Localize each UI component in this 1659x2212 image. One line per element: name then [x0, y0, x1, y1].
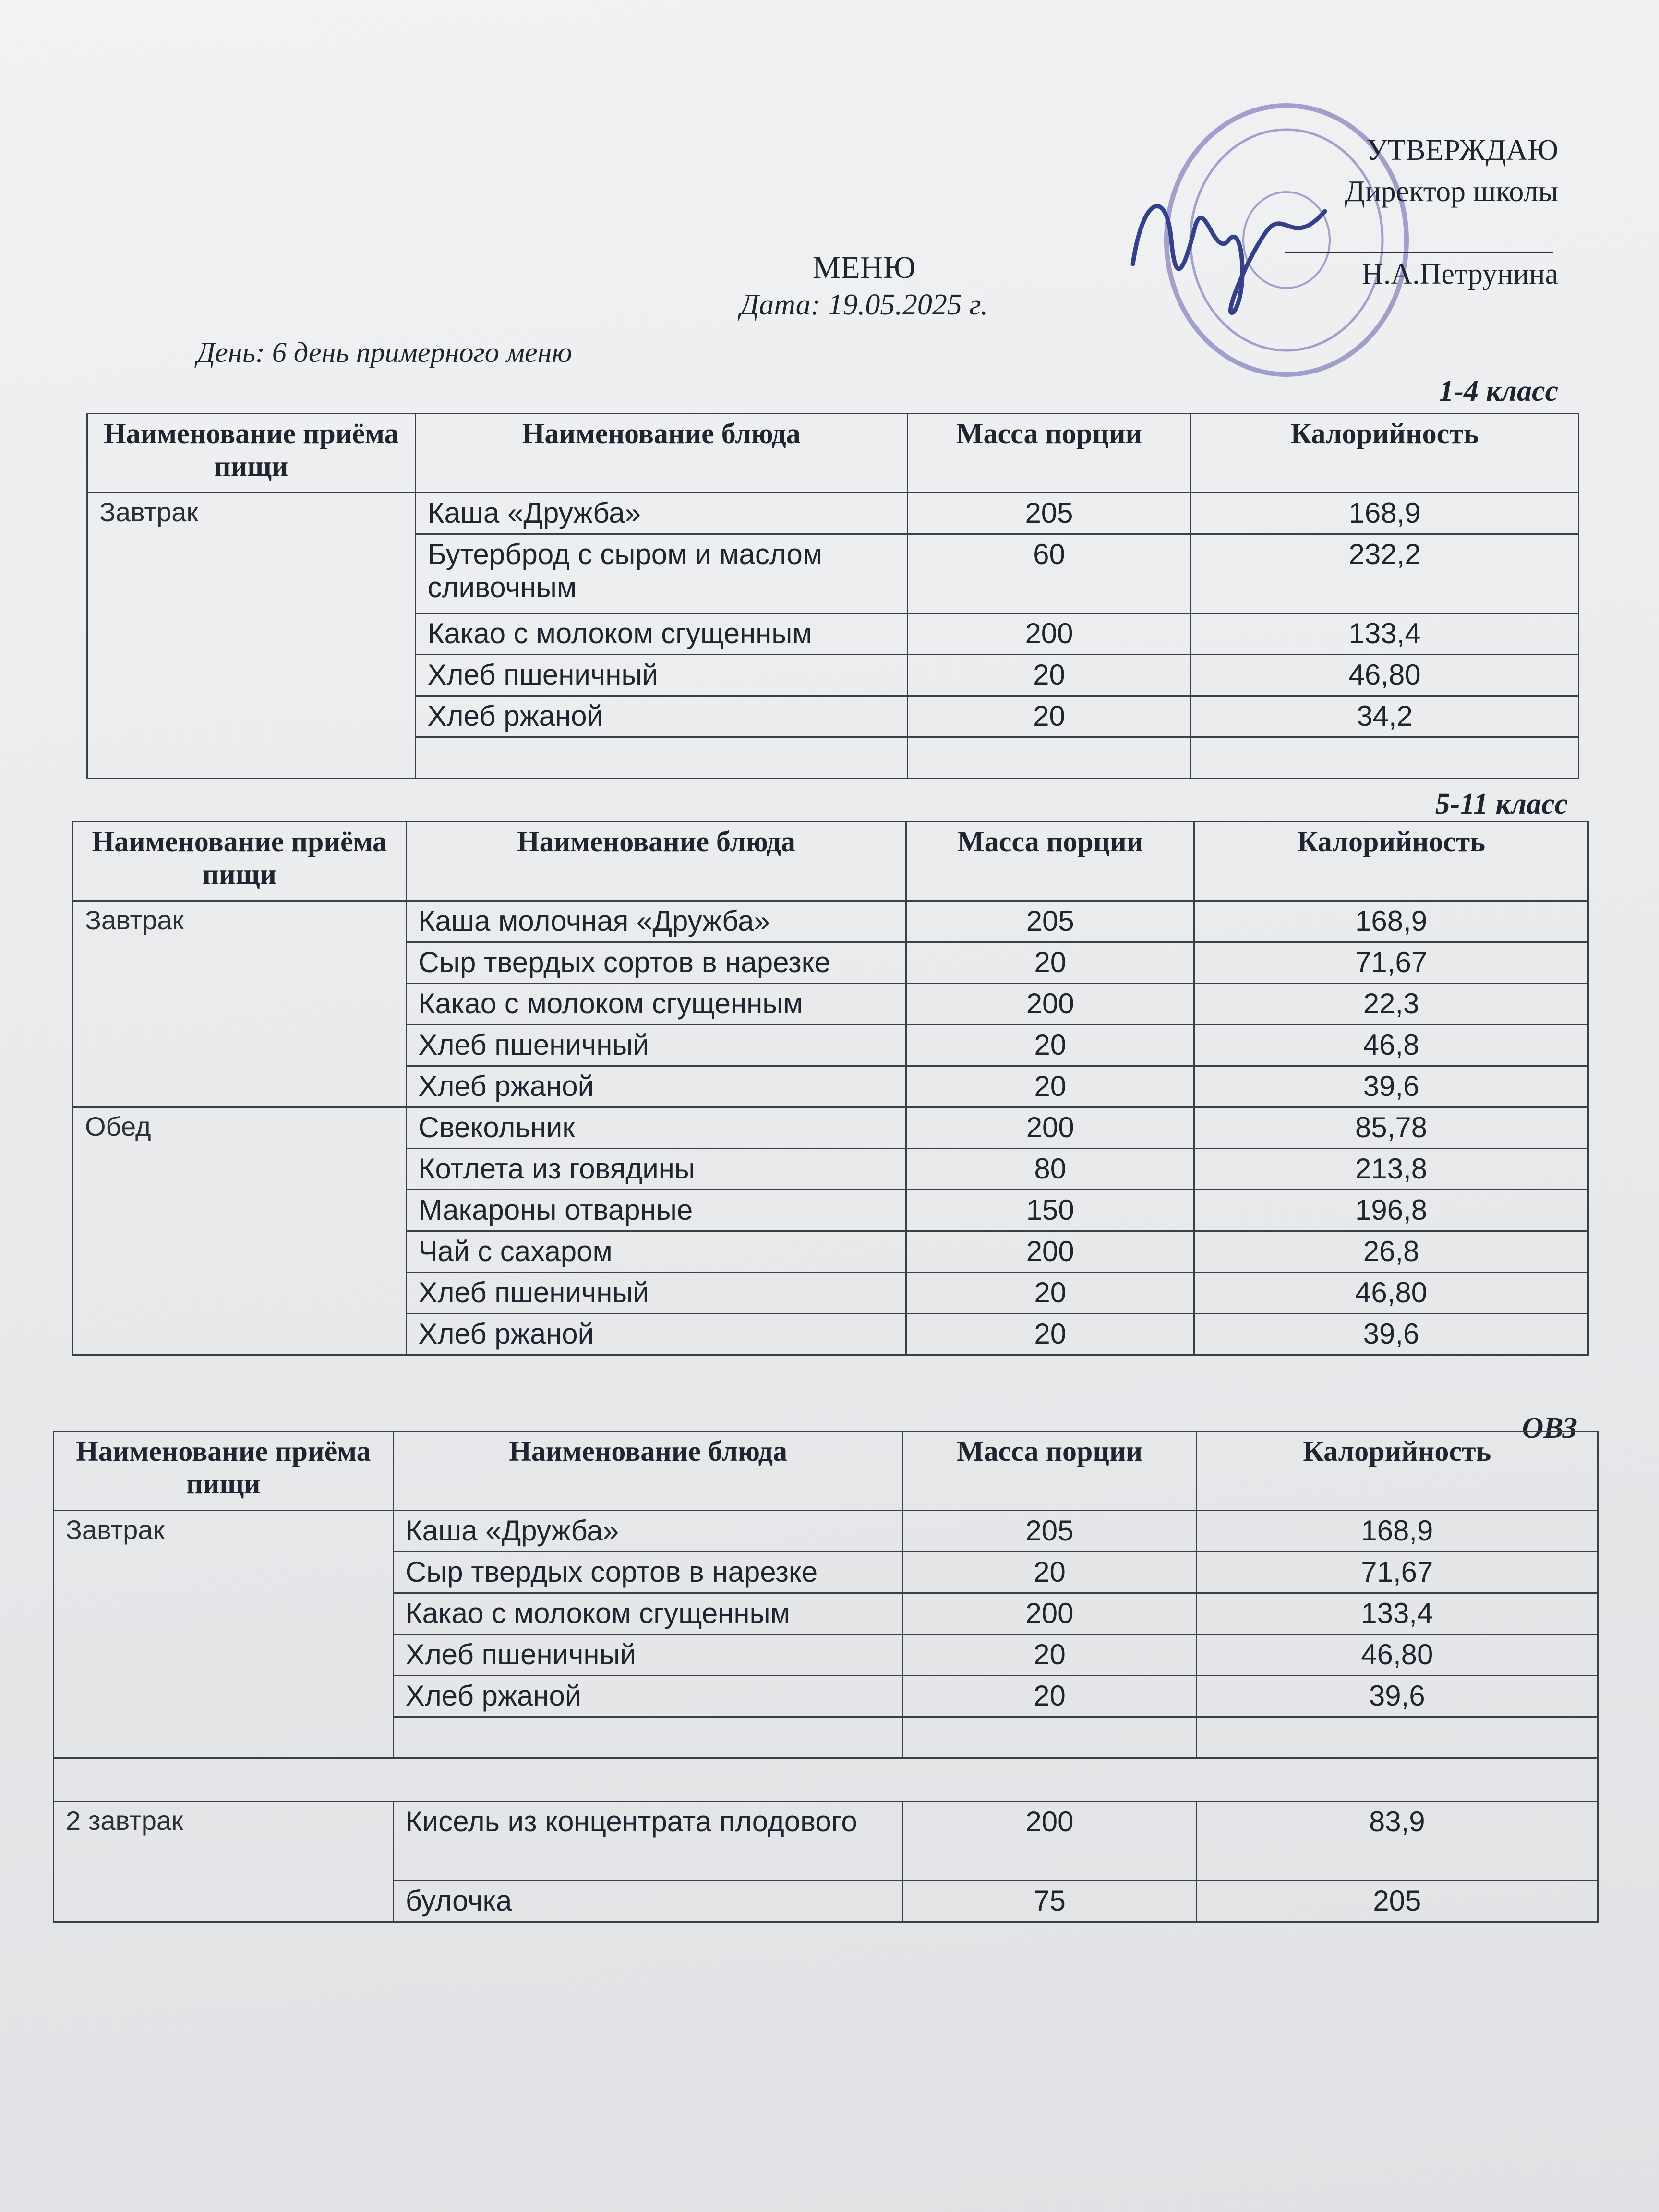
dish-name-cell — [393, 1717, 903, 1758]
portion-mass-cell: 20 — [906, 1025, 1194, 1066]
portion-mass-cell — [903, 1717, 1196, 1758]
header-dish: Наименование блюда — [393, 1431, 903, 1511]
meal-name-cell: 2 завтрак — [54, 1802, 394, 1922]
approval-block — [1126, 130, 1558, 295]
menu-day: День: 6 день примерного меню — [197, 337, 572, 368]
table-row — [73, 1107, 1588, 1149]
portion-mass-cell: 60 — [907, 534, 1190, 613]
dish-name-cell: булочка — [393, 1881, 903, 1922]
dish-name-cell: Каша молочная «Дружба» — [406, 901, 906, 942]
portion-mass-cell: 200 — [903, 1802, 1196, 1881]
dish-name-cell: Чай с сахаром — [406, 1231, 906, 1273]
header-meal: Наименование приёма пищи — [87, 414, 416, 493]
calorie-cell: 133,4 — [1196, 1593, 1598, 1635]
dish-name-cell: Какао с молоком сгущенным — [406, 984, 906, 1025]
dish-name-cell: Хлеб пшеничный — [406, 1273, 906, 1314]
table-row — [54, 1511, 1598, 1552]
meal-name-cell: Завтрак — [87, 493, 416, 779]
portion-mass-cell: 205 — [907, 493, 1190, 534]
header-mass: Масса порции — [903, 1431, 1196, 1511]
portion-mass-cell: 20 — [906, 942, 1194, 984]
dish-name-cell: Свекольник — [406, 1107, 906, 1149]
portion-mass-cell: 20 — [907, 696, 1190, 737]
header-dish: Наименование блюда — [415, 414, 907, 493]
meal-name-cell: Завтрак — [54, 1511, 394, 1758]
table-header-row — [87, 414, 1579, 493]
menu-table-ovz — [53, 1431, 1599, 1923]
portion-mass-cell: 205 — [906, 901, 1194, 942]
grade-label-5-11: 5-11 класс — [1435, 788, 1568, 820]
director-name-line — [1126, 212, 1558, 295]
dish-name-cell: Хлеб ржаной — [406, 1066, 906, 1107]
calorie-cell: 22,3 — [1194, 984, 1588, 1025]
calorie-cell: 39,6 — [1194, 1314, 1588, 1355]
header-mass: Масса порции — [907, 414, 1190, 493]
approve-heading: УТВЕРЖДАЮ — [1366, 134, 1558, 167]
portion-mass-cell: 20 — [903, 1552, 1196, 1593]
header-dish: Наименование блюда — [406, 822, 906, 901]
portion-mass-cell: 200 — [907, 613, 1190, 655]
calorie-cell — [1196, 1717, 1598, 1758]
dish-name-cell: Каша «Дружба» — [415, 493, 907, 534]
calorie-cell: 213,8 — [1194, 1149, 1588, 1190]
calorie-cell: 34,2 — [1191, 696, 1579, 737]
portion-mass-cell: 80 — [906, 1149, 1194, 1190]
portion-mass-cell: 20 — [906, 1314, 1194, 1355]
dish-name-cell: Хлеб пшеничный — [406, 1025, 906, 1066]
dish-name-cell: Сыр твердых сортов в нарезке — [406, 942, 906, 984]
table-header-row — [54, 1431, 1598, 1511]
portion-mass-cell: 75 — [903, 1881, 1196, 1922]
calorie-cell: 133,4 — [1191, 613, 1579, 655]
portion-mass-cell: 20 — [906, 1066, 1194, 1107]
calorie-cell: 232,2 — [1191, 534, 1579, 613]
table-row — [73, 901, 1588, 942]
dish-name-cell: Какао с молоком сгущенным — [393, 1593, 903, 1635]
calorie-cell: 85,78 — [1194, 1107, 1588, 1149]
dish-name-cell: Какао с молоком сгущенным — [415, 613, 907, 655]
calorie-cell: 46,80 — [1196, 1635, 1598, 1676]
header-mass: Масса порции — [906, 822, 1194, 901]
meal-name-cell: Обед — [73, 1107, 407, 1355]
dish-name-cell: Хлеб ржаной — [406, 1314, 906, 1355]
dish-name-cell: Каша «Дружба» — [393, 1511, 903, 1552]
portion-mass-cell: 150 — [906, 1190, 1194, 1231]
calorie-cell: 168,9 — [1194, 901, 1588, 942]
calorie-cell: 46,80 — [1191, 655, 1579, 696]
header-meal: Наименование приёма пищи — [54, 1431, 394, 1511]
director-position: Директор школы — [1345, 175, 1558, 208]
portion-mass-cell: 205 — [903, 1511, 1196, 1552]
dish-name-cell: Сыр твердых сортов в нарезке — [393, 1552, 903, 1593]
calorie-cell: 71,67 — [1194, 942, 1588, 984]
calorie-cell: 168,9 — [1196, 1511, 1598, 1552]
table-header-row — [73, 822, 1588, 901]
dish-name-cell: Хлеб ржаной — [415, 696, 907, 737]
dish-name-cell: Хлеб ржаной — [393, 1676, 903, 1717]
document-title: МЕНЮ — [812, 250, 916, 285]
portion-mass-cell: 200 — [906, 1231, 1194, 1273]
menu-table-5-11 — [72, 821, 1589, 1356]
dish-name-cell: Макароны отварные — [406, 1190, 906, 1231]
signature-line — [1285, 233, 1553, 253]
menu-date: Дата: 19.05.2025 г. — [740, 289, 988, 321]
calorie-cell: 39,6 — [1194, 1066, 1588, 1107]
calorie-cell — [1191, 737, 1579, 779]
grade-label-ovz: ОВЗ — [1522, 1412, 1577, 1444]
table-row — [87, 493, 1579, 534]
header-kcal: Калорийность — [1191, 414, 1579, 493]
menu-table-1-4 — [86, 413, 1579, 779]
calorie-cell: 196,8 — [1194, 1190, 1588, 1231]
calorie-cell: 205 — [1196, 1881, 1598, 1922]
portion-mass-cell: 20 — [907, 655, 1190, 696]
dish-name-cell: Бутерброд с сыром и маслом сливочным — [415, 534, 907, 613]
dish-name-cell: Хлеб пшеничный — [415, 655, 907, 696]
grade-label-1-4: 1-4 класс — [1439, 375, 1558, 408]
calorie-cell: 46,80 — [1194, 1273, 1588, 1314]
spacer-cell — [54, 1758, 1598, 1802]
table-spacer-row — [54, 1758, 1598, 1802]
portion-mass-cell: 20 — [903, 1635, 1196, 1676]
table-row — [54, 1802, 1598, 1881]
calorie-cell: 71,67 — [1196, 1552, 1598, 1593]
director-name: Н.А.Петрунина — [1362, 258, 1558, 290]
calorie-cell: 46,8 — [1194, 1025, 1588, 1066]
meal-name-cell: Завтрак — [73, 901, 407, 1107]
dish-name-cell: Хлеб пшеничный — [393, 1635, 903, 1676]
portion-mass-cell: 200 — [906, 984, 1194, 1025]
calorie-cell: 26,8 — [1194, 1231, 1588, 1273]
dish-name-cell: Кисель из концентрата плодового — [393, 1802, 903, 1881]
dish-name-cell — [415, 737, 907, 779]
dish-name-cell: Котлета из говядины — [406, 1149, 906, 1190]
calorie-cell: 83,9 — [1196, 1802, 1598, 1881]
calorie-cell: 39,6 — [1196, 1676, 1598, 1717]
header-meal: Наименование приёма пищи — [73, 822, 407, 901]
portion-mass-cell — [907, 737, 1190, 779]
calorie-cell: 168,9 — [1191, 493, 1579, 534]
portion-mass-cell: 20 — [903, 1676, 1196, 1717]
portion-mass-cell: 20 — [906, 1273, 1194, 1314]
portion-mass-cell: 200 — [903, 1593, 1196, 1635]
header-kcal: Калорийность — [1196, 1431, 1598, 1511]
header-kcal: Калорийность — [1194, 822, 1588, 901]
portion-mass-cell: 200 — [906, 1107, 1194, 1149]
